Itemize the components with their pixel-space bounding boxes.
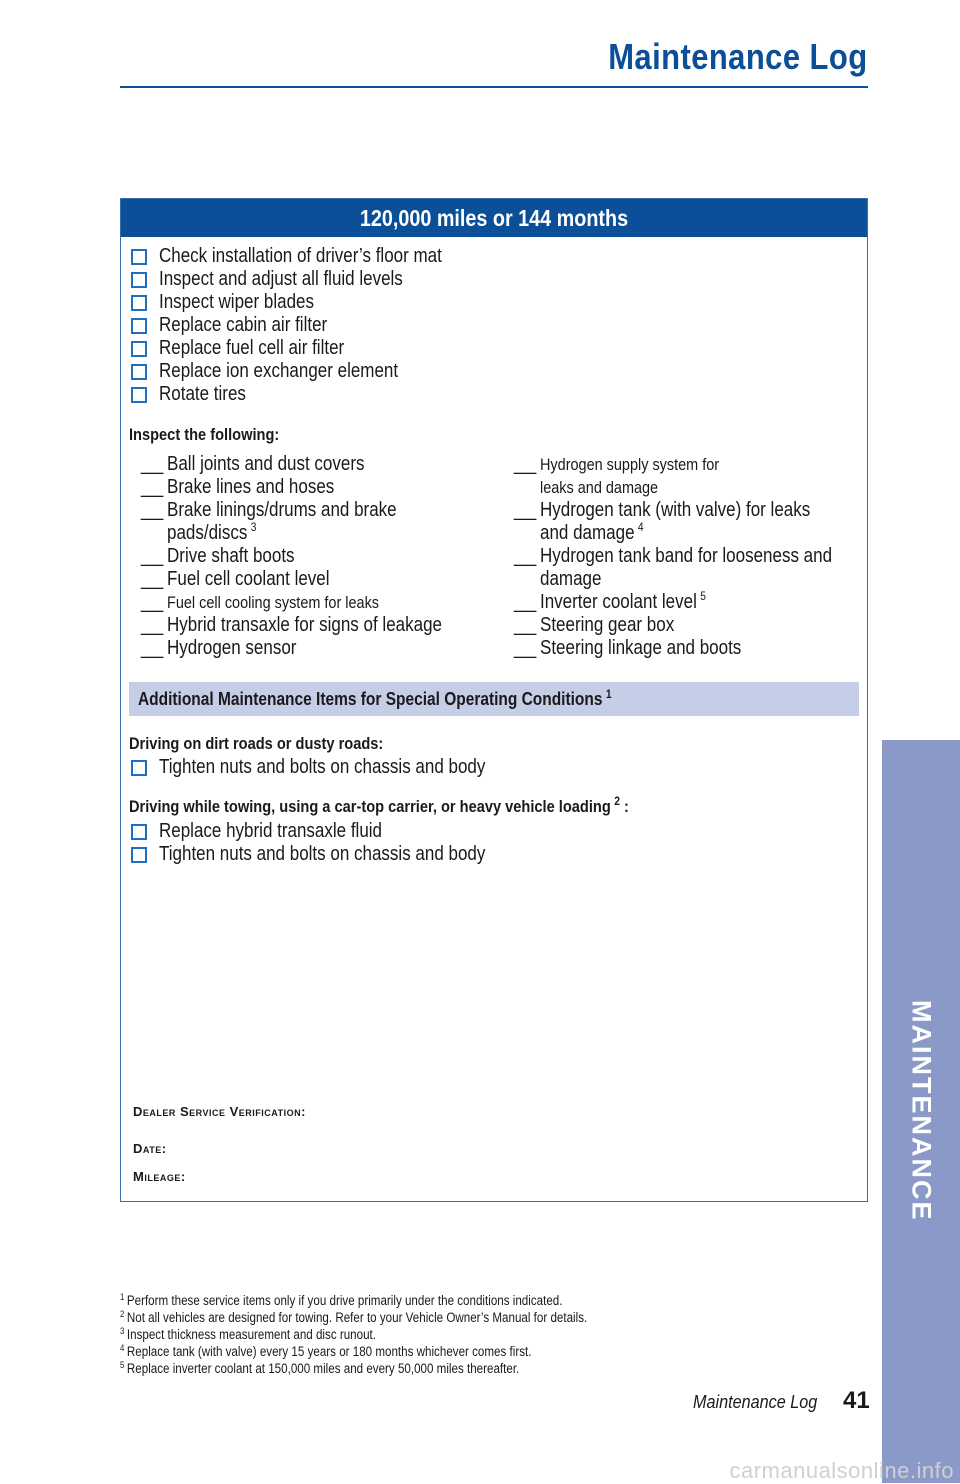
dusty-roads-list: [131, 756, 543, 779]
inspect-item: __ Hydrogen tank band for looseness and damage: [514, 545, 833, 590]
towing-heading: Driving while towing, using a car-top carrier, or heavy vehicle loading $^2$ :: [129, 794, 629, 816]
section-side-tab: [882, 740, 960, 1483]
blank-line[interactable]: __: [514, 614, 537, 636]
footnote: $^5$ Replace inverter coolant at 150,000 miles and every 50,000 miles thereafter.: [120, 1359, 520, 1376]
inspect-item: __ Fuel cell cooling system for leaks: [141, 591, 380, 613]
interval-header-text: 120,000 miles or 144 months: [359, 205, 629, 231]
date-label: Date:: [133, 1141, 167, 1156]
title-rule: [120, 86, 868, 88]
inspect-item: __ Inverter coolant level $^5$: [514, 589, 706, 613]
checklist-item[interactable]: Replace cabin air filter: [131, 314, 492, 337]
checklist-item[interactable]: Tighten nuts and bolts on chassis and body: [131, 843, 543, 866]
inspect-item: __ Brake lines and hoses: [141, 476, 335, 498]
maintenance-card: [120, 198, 868, 1202]
checkbox-icon[interactable]: [131, 249, 147, 265]
blank-line[interactable]: __: [141, 545, 164, 567]
inspect-heading: Inspect the following:: [129, 425, 280, 444]
mileage-label: Mileage:: [133, 1169, 186, 1184]
blank-line[interactable]: __: [514, 499, 537, 521]
page-number: 41: [843, 1387, 870, 1414]
checkbox-icon[interactable]: [131, 824, 147, 840]
watermark: carmanualsonline.info: [729, 1458, 954, 1483]
footnotes: [120, 1292, 663, 1377]
inspect-item: __ Hydrogen tank (with valve) for leaks and damage $^4$: [514, 499, 811, 544]
inspect-item: __ Steering gear box: [514, 614, 675, 636]
footnote: $^2$ Not all vehicles are designed for towing. Refer to your Vehicle Owner’s Manual for details.: [120, 1308, 588, 1325]
page-title: Maintenance Log: [608, 36, 868, 77]
blank-line[interactable]: __: [141, 591, 164, 613]
inspect-list-left: [141, 453, 491, 660]
checklist-item[interactable]: Inspect wiper blades: [131, 291, 492, 314]
inspect-item: __ Drive shaft boots: [141, 545, 295, 567]
additional-heading: Additional Maintenance Items for Special Operating Conditions: [138, 689, 603, 709]
inspect-list-right: [514, 453, 884, 660]
dusty-roads-heading: Driving on dirt roads or dusty roads:: [129, 734, 384, 753]
side-tab-label: MAINTENANCE: [906, 1000, 937, 1222]
checkbox-icon[interactable]: [131, 341, 147, 357]
inspect-item: __ Hydrogen sensor: [141, 637, 297, 659]
checkbox-icon[interactable]: [131, 295, 147, 311]
checklist-item[interactable]: Replace ion exchanger element: [131, 360, 492, 383]
inspect-item: __ Ball joints and dust covers: [141, 453, 365, 475]
checkbox-icon[interactable]: [131, 364, 147, 380]
towing-list: [131, 820, 543, 866]
dealer-verification-label: Dealer Service Verification:: [133, 1104, 306, 1119]
checklist-item[interactable]: Check installation of driver’s floor mat: [131, 245, 492, 268]
additional-maintenance-band: Additional Maintenance Items for Special Operating Conditions $^1$: [129, 682, 859, 716]
checkbox-icon[interactable]: [131, 387, 147, 403]
inspect-item: __ Hydrogen supply system for leaks and damage: [514, 453, 720, 497]
checkbox-icon[interactable]: [131, 318, 147, 334]
checklist-item[interactable]: Replace fuel cell air filter: [131, 337, 492, 360]
blank-line[interactable]: __: [514, 591, 537, 613]
blank-line[interactable]: __: [141, 637, 164, 659]
blank-line[interactable]: __: [514, 453, 537, 475]
blank-line[interactable]: __: [141, 499, 164, 521]
blank-line[interactable]: __: [514, 637, 537, 659]
blank-line[interactable]: __: [514, 545, 537, 567]
interval-header: [121, 199, 867, 237]
checklist-item[interactable]: Replace hybrid transaxle fluid: [131, 820, 543, 843]
blank-line[interactable]: __: [141, 453, 164, 475]
inspect-item: __ Hybrid transaxle for signs of leakage: [141, 614, 442, 636]
checklist: [131, 245, 492, 406]
blank-line[interactable]: __: [141, 568, 164, 590]
inspect-item: __ Steering linkage and boots: [514, 637, 742, 659]
blank-line[interactable]: __: [141, 614, 164, 636]
footer-label: Maintenance Log: [693, 1392, 818, 1412]
checkbox-icon[interactable]: [131, 272, 147, 288]
footnote: $^3$ Inspect thickness measurement and disc runout.: [120, 1325, 376, 1342]
footnote: $^4$ Replace tank (with valve) every 15 years or 180 months whichever comes first.: [120, 1342, 532, 1359]
footnote: $^1$ Perform these service items only if you drive primarily under the conditions indicated.: [120, 1291, 563, 1308]
checkbox-icon[interactable]: [131, 760, 147, 776]
checklist-item[interactable]: Inspect and adjust all fluid levels: [131, 268, 492, 291]
checklist-item[interactable]: Tighten nuts and bolts on chassis and body: [131, 756, 543, 779]
blank-line[interactable]: __: [141, 476, 164, 498]
checkbox-icon[interactable]: [131, 847, 147, 863]
inspect-item: __ Brake linings/drums and brake pads/discs $^3$: [141, 499, 397, 544]
inspect-item: __ Fuel cell coolant level: [141, 568, 330, 590]
checklist-item[interactable]: Rotate tires: [131, 383, 492, 406]
